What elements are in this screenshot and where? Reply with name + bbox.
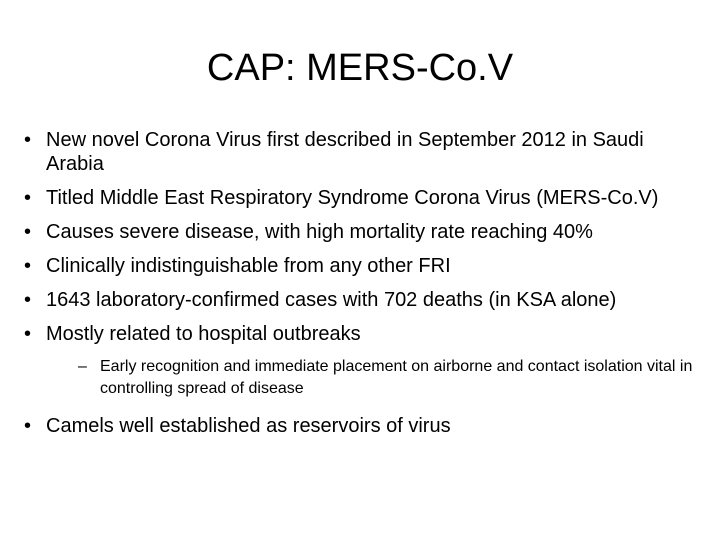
dash-icon: – bbox=[78, 358, 87, 375]
bullet-item bbox=[24, 128, 704, 176]
bullet-item bbox=[24, 288, 704, 312]
bullet-list bbox=[24, 128, 704, 448]
bullet-item bbox=[24, 322, 704, 346]
bullet-item bbox=[24, 254, 704, 278]
bullet-text: 1643 laboratory-confirmed cases with 702 deaths (in KSA alone) bbox=[46, 289, 617, 311]
sub-bullet-item bbox=[78, 356, 700, 400]
bullet-text: Causes severe disease, with high mortality rate reaching 40% bbox=[46, 221, 593, 243]
bullet-icon: • bbox=[24, 415, 32, 437]
bullet-item bbox=[24, 186, 704, 210]
bullet-icon: • bbox=[24, 323, 32, 345]
bullet-text: Camels well established as reservoirs of virus bbox=[46, 415, 451, 437]
slide-title: CAP: MERS-Co.V bbox=[206, 47, 514, 89]
bullet-icon: • bbox=[24, 255, 32, 277]
bullet-text: Clinically indistinguishable from any other FRI bbox=[46, 255, 451, 277]
bullet-icon: • bbox=[24, 289, 32, 311]
bullet-icon: • bbox=[24, 129, 32, 151]
bullet-item bbox=[24, 414, 704, 438]
sub-bullet-text: Early recognition and immediate placement on airborne and contact isolation vital in controlling spread of disease bbox=[100, 358, 693, 397]
bullet-item bbox=[24, 220, 704, 244]
bullet-text: Mostly related to hospital outbreaks bbox=[46, 323, 361, 345]
bullet-text: New novel Corona Virus first described in September 2012 in Saudi Arabia bbox=[46, 129, 644, 175]
bullet-icon: • bbox=[24, 187, 32, 209]
bullet-text: Titled Middle East Respiratory Syndrome Corona Virus (MERS-Co.V) bbox=[46, 187, 659, 209]
bullet-icon: • bbox=[24, 221, 32, 243]
